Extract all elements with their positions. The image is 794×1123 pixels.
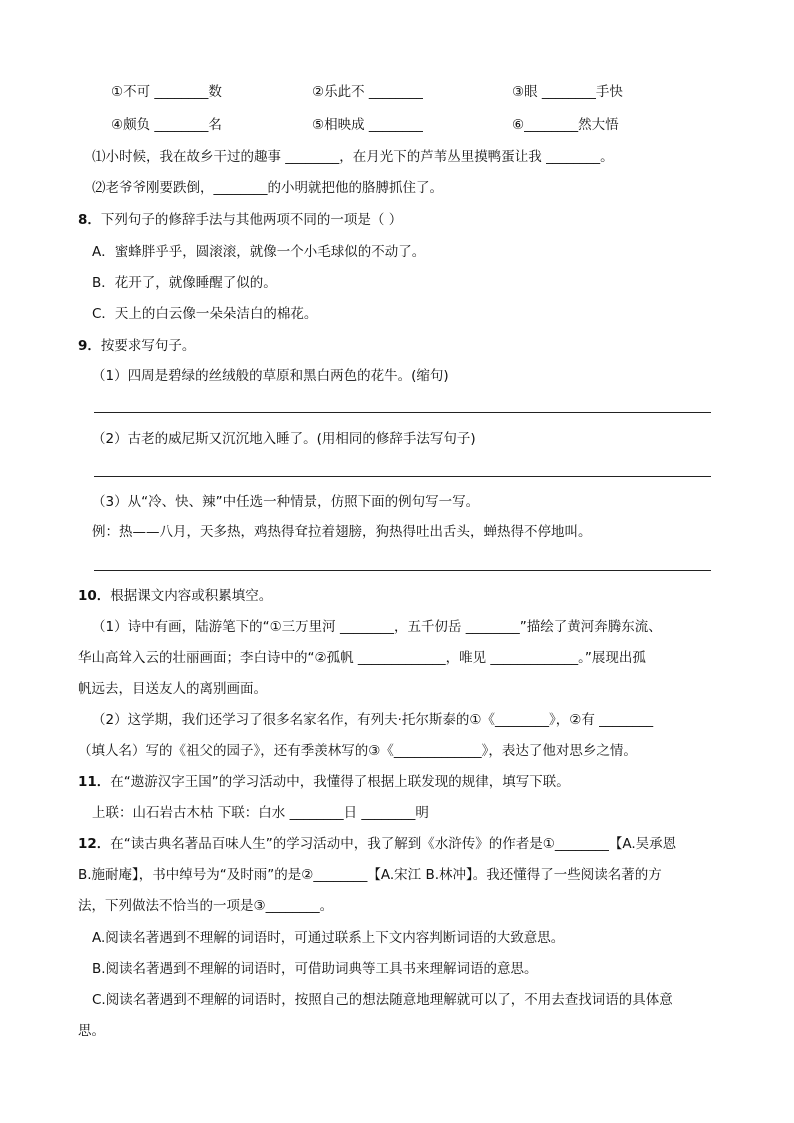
idiom-2: ②乐此不 ________ (312, 84, 423, 100)
q8-option-c: C．天上的白云像一朵朵洁白的棉花。 (92, 306, 318, 322)
q7-line-2: ⑵老爷爷刚要跌倒，________的小明就把他的胳膊抓住了。 (92, 180, 443, 196)
idiom-3: ③眼 ________手快 (512, 84, 623, 100)
q12-line-2: B.施耐庵】，书中绰号为“及时雨”的是②________【A.宋江 B.林冲】。我还懂得了一些阅读名著的方 (78, 867, 662, 883)
q8-option-a: A．蜜蜂胖乎乎，圆滚滚，就像一个小毛球似的不动了。 (92, 244, 426, 260)
question-11 (78, 772, 570, 792)
q11-couplet: 上联：山石岩古木枯 下联：白水 ________日 ________明 (92, 805, 429, 821)
question-10 (78, 586, 272, 606)
q12-option-c: C.阅读名著遇到不理解的词语时，按照自己的想法随意地理解就可以了，不用去查找词语的具体意 (92, 992, 673, 1008)
q9-item-1: （1）四周是碧绿的丝绒般的草原和黑白两色的花牛。(缩句) (92, 368, 449, 384)
question-stem: 根据课文内容或积累填空。 (110, 588, 273, 604)
q12-option-b: B.阅读名著遇到不理解的词语时，可借助词典等工具书来理解词语的意思。 (92, 961, 538, 977)
idiom-5: ⑤相映成 ________ (312, 117, 423, 133)
idiom-4: ④颇负 ________名 (111, 117, 222, 133)
question-8 (78, 210, 402, 230)
q10-line-3: 帆远去，目送友人的离别画面。 (78, 681, 267, 697)
q10-line-2: 华山高耸入云的壮丽画面；李白诗中的“②孤帆 _____________，唯见 _____________。”展现出孤 (78, 650, 646, 666)
answer-line[interactable] (94, 412, 711, 413)
question-stem: 按要求写句子。 (100, 338, 196, 354)
q10-line-4: （2）这学期，我们还学习了很多名家名作，有列夫·托尔斯泰的①《________》，②有 ________ (92, 712, 654, 728)
question-number: 8． (78, 212, 101, 228)
question-stem: 在“遨游汉字王国”的学习活动中，我懂得了根据上联发现的规律，填写下联。 (110, 774, 570, 790)
q8-option-b: B．花开了，就像睡醒了似的。 (92, 275, 277, 291)
q12-line-3: 法，下列做法不恰当的一项是③________。 (78, 898, 334, 914)
q9-item-3: （3）从“冷、快、辣”中任选一种情景，仿照下面的例句写一写。 (92, 494, 480, 510)
question-12 (78, 834, 676, 854)
question-stem: 下列句子的修辞手法与其他两项不同的一项是（ ） (100, 212, 403, 228)
q12-line-1: 在“读古典名著品百味人生”的学习活动中，我了解到《水浒传》的作者是①________【A.吴承恩 (110, 836, 677, 852)
answer-line[interactable] (94, 570, 711, 571)
q10-line-1: （1）诗中有画，陆游笔下的“①三万里河 ________，五千仞岳 ________”描绘了黄河奔腾东流、 (92, 619, 662, 635)
question-9 (78, 336, 195, 356)
q9-item-2: （2）古老的威尼斯又沉沉地入睡了。(用相同的修辞手法写句子) (92, 431, 476, 447)
question-number: 10． (78, 588, 111, 604)
q9-example: 例：热——八月，天多热，鸡热得耷拉着翅膀，狗热得吐出舌头，蝉热得不停地叫。 (92, 524, 592, 540)
answer-line[interactable] (94, 476, 711, 477)
idiom-6: ⑥________然大悟 (512, 117, 619, 133)
question-number: 9． (78, 338, 101, 354)
idiom-1: ①不可 ________数 (111, 84, 222, 100)
q12-option-c-cont: 思。 (78, 1023, 105, 1039)
q10-line-5: （填人名）写的《祖父的园子》，还有季羡林写的③《_____________》，表达了他对思乡之情。 (78, 743, 637, 759)
question-number: 11． (78, 774, 111, 790)
question-number: 12． (78, 836, 111, 852)
q12-option-a: A.阅读名著遇到不理解的词语时，可通过联系上下文内容判断词语的大致意思。 (92, 930, 565, 946)
q7-line-1: ⑴小时候，我在故乡干过的趣事 ________，在月光下的芦苇丛里摸鸭蛋让我 ________。 (92, 149, 614, 165)
